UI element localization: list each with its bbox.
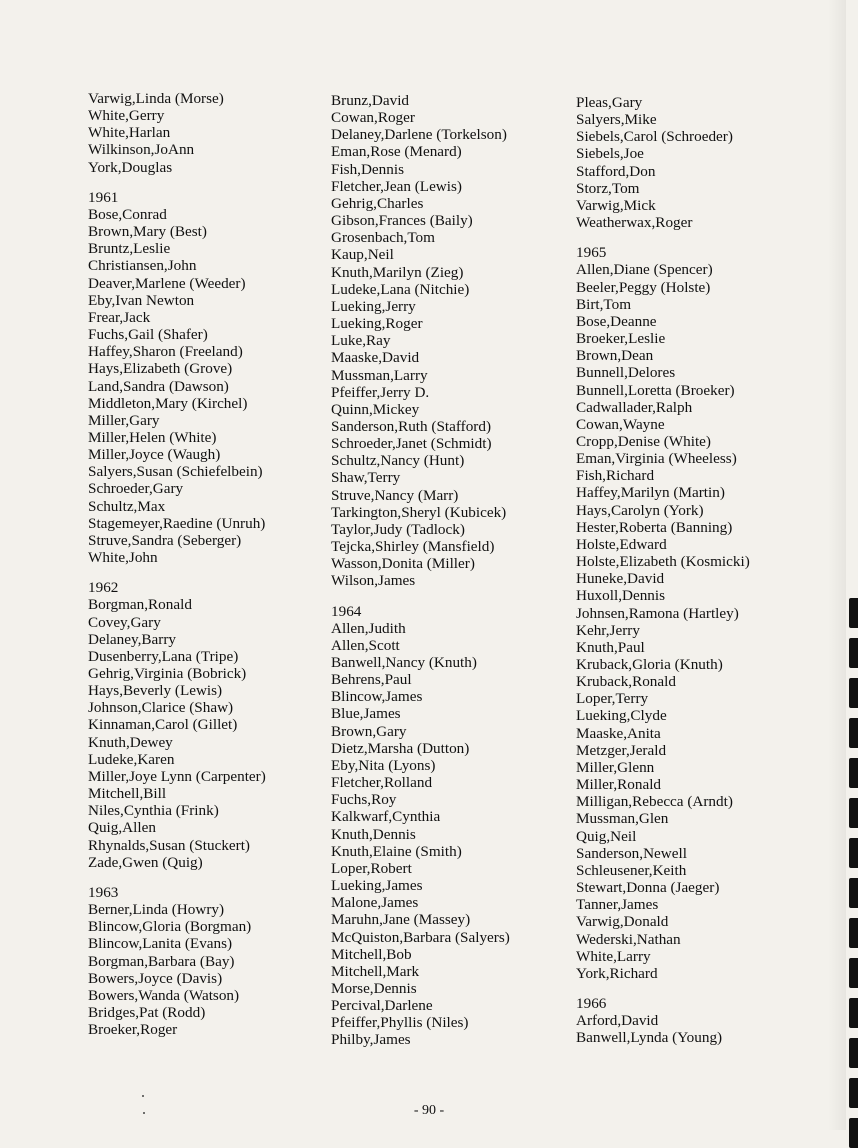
alumni-name: Struve,Nancy (Marr) — [331, 486, 459, 504]
spiral-binding — [846, 0, 858, 1130]
alumni-name: Eby,Ivan Newton — [88, 291, 195, 309]
alumni-name: Kruback,Ronald — [576, 673, 676, 691]
alumni-name: Maruhn,Jane (Massey) — [331, 911, 471, 929]
alumni-name: Sanderson,Ruth (Stafford) — [331, 417, 492, 435]
alumni-name: Holste,Elizabeth (Kosmicki) — [576, 553, 750, 571]
alumni-name: Eby,Nita (Lyons) — [331, 756, 436, 774]
alumni-name: Weatherwax,Roger — [576, 214, 693, 232]
alumni-name: Schultz,Nancy (Hunt) — [331, 452, 465, 470]
year-heading: 1962 — [88, 579, 119, 597]
alumni-name: Bunnell,Loretta (Broeker) — [576, 381, 735, 399]
alumni-name: Kinnaman,Carol (Gillet) — [88, 716, 238, 734]
alumni-name: Lueking,Roger — [331, 315, 423, 333]
alumni-name: Taylor,Judy (Tadlock) — [331, 520, 465, 538]
alumni-name: Varwig,Linda (Morse) — [88, 90, 224, 107]
alumni-name: Cadwallader,Ralph — [576, 398, 693, 416]
alumni-name: White,Gerry — [88, 107, 165, 125]
alumni-name: Blincow,James — [331, 688, 423, 706]
alumni-name: Grosenbach,Tom — [331, 229, 435, 247]
alumni-name: Delaney,Barry — [88, 630, 176, 648]
alumni-name: Mitchell,Bill — [88, 785, 167, 803]
alumni-name: Quig,Allen — [88, 819, 156, 837]
paper-speck — [143, 1112, 145, 1114]
alumni-name: Shaw,Terry — [331, 469, 401, 487]
alumni-name: Fuchs,Gail (Shafer) — [88, 326, 208, 344]
alumni-name: Middleton,Mary (Kirchel) — [88, 394, 248, 412]
alumni-name: Johnsen,Ramona (Hartley) — [576, 604, 739, 622]
alumni-name: Hays,Carolyn (York) — [576, 501, 704, 519]
alumni-name: Quig,Neil — [576, 827, 637, 845]
alumni-name: Eman,Virginia (Wheeless) — [576, 450, 737, 468]
alumni-name: Salyers,Susan (Schiefelbein) — [88, 463, 263, 481]
alumni-name: Knuth,Paul — [576, 638, 645, 656]
alumni-name: Ludeke,Lana (Nitchie) — [331, 280, 470, 298]
alumni-name: Kruback,Gloria (Knuth) — [576, 656, 723, 673]
alumni-name: Percival,Darlene — [331, 997, 433, 1015]
alumni-name: Kalkwarf,Cynthia — [331, 808, 441, 826]
alumni-name: Holste,Edward — [576, 535, 667, 553]
alumni-name: Knuth,Marilyn (Zieg) — [331, 263, 464, 281]
alumni-name: Delaney,Darlene (Torkelson) — [331, 126, 507, 144]
alumni-name: Mussman,Larry — [331, 366, 428, 384]
alumni-name: Huneke,David — [576, 570, 665, 588]
alumni-name: Stafford,Don — [576, 162, 656, 180]
alumni-name: Varwig,Mick — [576, 196, 656, 214]
alumni-name: Haffey,Sharon (Freeland) — [88, 343, 243, 361]
year-heading: 1966 — [576, 994, 607, 1012]
alumni-name: Miller,Gary — [88, 411, 160, 429]
alumni-name: White,Larry — [576, 947, 651, 965]
binding-hole — [849, 798, 858, 828]
alumni-name: Brunz,David — [331, 92, 410, 109]
alumni-name: Huxoll,Dennis — [576, 587, 666, 605]
alumni-name: Quinn,Mickey — [331, 400, 420, 418]
alumni-name: Covey,Gary — [88, 613, 161, 631]
alumni-name: Brown,Gary — [331, 722, 407, 740]
alumni-name: Miller,Ronald — [576, 776, 662, 794]
alumni-name: Cowan,Roger — [331, 109, 415, 127]
alumni-name: Allen,Scott — [331, 636, 400, 654]
alumni-name: Gibson,Frances (Baily) — [331, 212, 473, 230]
alumni-name: Wilson,James — [331, 572, 416, 590]
alumni-name: Miller,Joye Lynn (Carpenter) — [88, 767, 266, 785]
alumni-name: Lueking,James — [331, 877, 423, 895]
alumni-name: Siebels,Joe — [576, 145, 644, 163]
alumni-name: Stewart,Donna (Jaeger) — [576, 879, 720, 897]
alumni-name: Dusenberry,Lana (Tripe) — [88, 647, 239, 665]
year-heading: 1961 — [88, 188, 119, 206]
alumni-name: Hays,Beverly (Lewis) — [88, 682, 223, 700]
alumni-name: Cowan,Wayne — [576, 415, 665, 433]
year-heading: 1963 — [88, 883, 119, 901]
alumni-name: Berner,Linda (Howry) — [88, 901, 225, 919]
alumni-name: Kehr,Jerry — [576, 621, 640, 639]
alumni-name: Bridges,Pat (Rodd) — [88, 1003, 206, 1021]
alumni-name: Blincow,Lanita (Evans) — [88, 935, 233, 953]
page-number: - 90 - — [413, 1103, 445, 1118]
alumni-name: Tarkington,Sheryl (Kubicek) — [331, 503, 507, 521]
binding-hole — [849, 678, 858, 708]
alumni-name: Schleusener,Keith — [576, 861, 687, 879]
binding-hole — [849, 878, 858, 908]
alumni-name: Banwell,Lynda (Young) — [576, 1029, 723, 1047]
alumni-name: Hays,Elizabeth (Grove) — [88, 360, 233, 378]
alumni-name: Metzger,Jerald — [576, 741, 667, 759]
alumni-name: Broeker,Leslie — [576, 330, 666, 348]
binding-hole — [849, 718, 858, 748]
alumni-name: Siebels,Carol (Schroeder) — [576, 128, 733, 146]
alumni-name: Struve,Sandra (Seberger) — [88, 531, 242, 549]
alumni-name: Knuth,Elaine (Smith) — [331, 842, 462, 860]
alumni-name: Brown,Dean — [576, 347, 654, 365]
alumni-name: Loper,Terry — [576, 690, 649, 708]
alumni-name: Wasson,Donita (Miller) — [331, 555, 475, 573]
alumni-name: Pleas,Gary — [576, 94, 643, 111]
alumni-name: Borgman,Barbara (Bay) — [88, 952, 235, 970]
alumni-name: Bunnell,Delores — [576, 364, 676, 382]
alumni-name: Luke,Ray — [331, 332, 391, 350]
page-edge-shadow — [828, 0, 846, 1130]
binding-hole — [849, 1118, 858, 1148]
alumni-name: Frear,Jack — [88, 308, 151, 326]
alumni-name: Fletcher,Jean (Lewis) — [331, 177, 462, 195]
alumni-name: Storz,Tom — [576, 179, 640, 197]
alumni-name: Niles,Cynthia (Frink) — [88, 802, 219, 820]
alumni-name: Blincow,Gloria (Borgman) — [88, 918, 252, 936]
alumni-name: Varwig,Donald — [576, 913, 669, 931]
alumni-name: Zade,Gwen (Quig) — [88, 853, 203, 871]
alumni-name: Tejcka,Shirley (Mansfield) — [331, 538, 495, 556]
alumni-name: Deaver,Marlene (Weeder) — [88, 274, 246, 292]
alumni-name: Schroeder,Gary — [88, 480, 184, 498]
alumni-name: Bowers,Wanda (Watson) — [88, 986, 240, 1004]
alumni-name: McQuiston,Barbara (Salyers) — [331, 928, 510, 946]
alumni-name: White,John — [88, 549, 158, 567]
alumni-name: Behrens,Paul — [331, 671, 412, 689]
alumni-name: Fish,Dennis — [331, 160, 404, 178]
alumni-name: Arford,David — [576, 1012, 659, 1030]
year-heading: 1965 — [576, 244, 607, 262]
alumni-name: Bruntz,Leslie — [88, 240, 171, 258]
alumni-name: Hester,Roberta (Banning) — [576, 518, 733, 536]
alumni-name: Birt,Tom — [576, 295, 632, 313]
binding-hole — [849, 1038, 858, 1068]
alumni-name: Knuth,Dennis — [331, 825, 416, 843]
binding-hole — [849, 598, 858, 628]
alumni-name: Maaske,David — [331, 349, 420, 367]
alumni-name: Malone,James — [331, 894, 419, 912]
alumni-name: Stagemeyer,Raedine (Unruh) — [88, 514, 266, 532]
alumni-name: York,Richard — [576, 964, 658, 982]
alumni-name: Fletcher,Rolland — [331, 774, 433, 792]
alumni-name: Gehrig,Charles — [331, 194, 424, 212]
name-column-2 — [331, 92, 561, 1049]
binding-hole — [849, 838, 858, 868]
alumni-name: Beeler,Peggy (Holste) — [576, 278, 711, 296]
alumni-name: Fuchs,Roy — [331, 791, 397, 809]
alumni-name: Philby,James — [331, 1031, 411, 1049]
alumni-name: Fish,Richard — [576, 467, 655, 485]
paper-speck — [142, 1095, 144, 1097]
alumni-name: Miller,Joyce (Waugh) — [88, 446, 221, 464]
alumni-name: Lueking,Jerry — [331, 297, 416, 315]
year-heading: 1964 — [331, 602, 362, 620]
binding-hole — [849, 918, 858, 948]
alumni-name: Sanderson,Newell — [576, 844, 687, 862]
alumni-name: Mitchell,Mark — [331, 962, 420, 980]
alumni-name: Lueking,Clyde — [576, 707, 667, 725]
alumni-name: Blue,James — [331, 705, 401, 723]
alumni-name: Broeker,Roger — [88, 1021, 178, 1039]
binding-hole — [849, 1078, 858, 1108]
alumni-name: Miller,Glenn — [576, 758, 655, 776]
alumni-name: Haffey,Marilyn (Martin) — [576, 484, 725, 502]
name-column-3 — [576, 94, 806, 1046]
alumni-name: Mitchell,Bob — [331, 945, 412, 963]
alumni-name: Pfeiffer,Phyllis (Niles) — [331, 1014, 469, 1032]
alumni-name: Johnson,Clarice (Shaw) — [88, 699, 234, 717]
alumni-name: Cropp,Denise (White) — [576, 432, 711, 450]
alumni-name: Morse,Dennis — [331, 979, 417, 997]
alumni-name: Loper,Robert — [331, 859, 412, 877]
alumni-name: Bowers,Joyce (Davis) — [88, 969, 223, 987]
alumni-name: Pfeiffer,Jerry D. — [331, 383, 430, 401]
alumni-name: Maaske,Anita — [576, 724, 661, 742]
alumni-name: Borgman,Ronald — [88, 596, 192, 614]
alumni-name: Dietz,Marsha (Dutton) — [331, 739, 470, 757]
alumni-name: Tanner,James — [576, 896, 659, 914]
alumni-name: York,Douglas — [88, 158, 173, 176]
alumni-name: Eman,Rose (Menard) — [331, 143, 462, 161]
alumni-name: Allen,Judith — [331, 619, 406, 637]
binding-hole — [849, 958, 858, 988]
alumni-name: Bose,Conrad — [88, 205, 167, 223]
alumni-name: Allen,Diane (Spencer) — [576, 261, 713, 279]
alumni-name: Kaup,Neil — [331, 246, 394, 264]
alumni-name: Schroeder,Janet (Schmidt) — [331, 435, 492, 453]
alumni-name: Bose,Deanne — [576, 312, 657, 330]
alumni-name: Banwell,Nancy (Knuth) — [331, 654, 477, 671]
alumni-name: Mussman,Glen — [576, 810, 669, 828]
alumni-name: Brown,Mary (Best) — [88, 223, 207, 241]
alumni-name: Schultz,Max — [88, 497, 166, 515]
binding-hole — [849, 638, 858, 668]
alumni-name: Wederski,Nathan — [576, 930, 681, 948]
alumni-name: Knuth,Dewey — [88, 733, 173, 751]
alumni-name: Gehrig,Virginia (Bobrick) — [88, 665, 247, 682]
alumni-name: Salyers,Mike — [576, 111, 657, 129]
alumni-name: White,Harlan — [88, 124, 171, 142]
alumni-name: Ludeke,Karen — [88, 750, 175, 768]
alumni-name: Wilkinson,JoAnn — [88, 141, 195, 159]
binding-hole — [849, 998, 858, 1028]
alumni-name: Miller,Helen (White) — [88, 428, 217, 446]
alumni-name: Milligan,Rebecca (Arndt) — [576, 793, 733, 811]
alumni-name: Christiansen,John — [88, 257, 197, 275]
name-column-1 — [88, 90, 318, 1038]
binding-hole — [849, 758, 858, 788]
alumni-name: Rhynalds,Susan (Stuckert) — [88, 836, 250, 854]
alumni-name: Land,Sandra (Dawson) — [88, 377, 229, 395]
